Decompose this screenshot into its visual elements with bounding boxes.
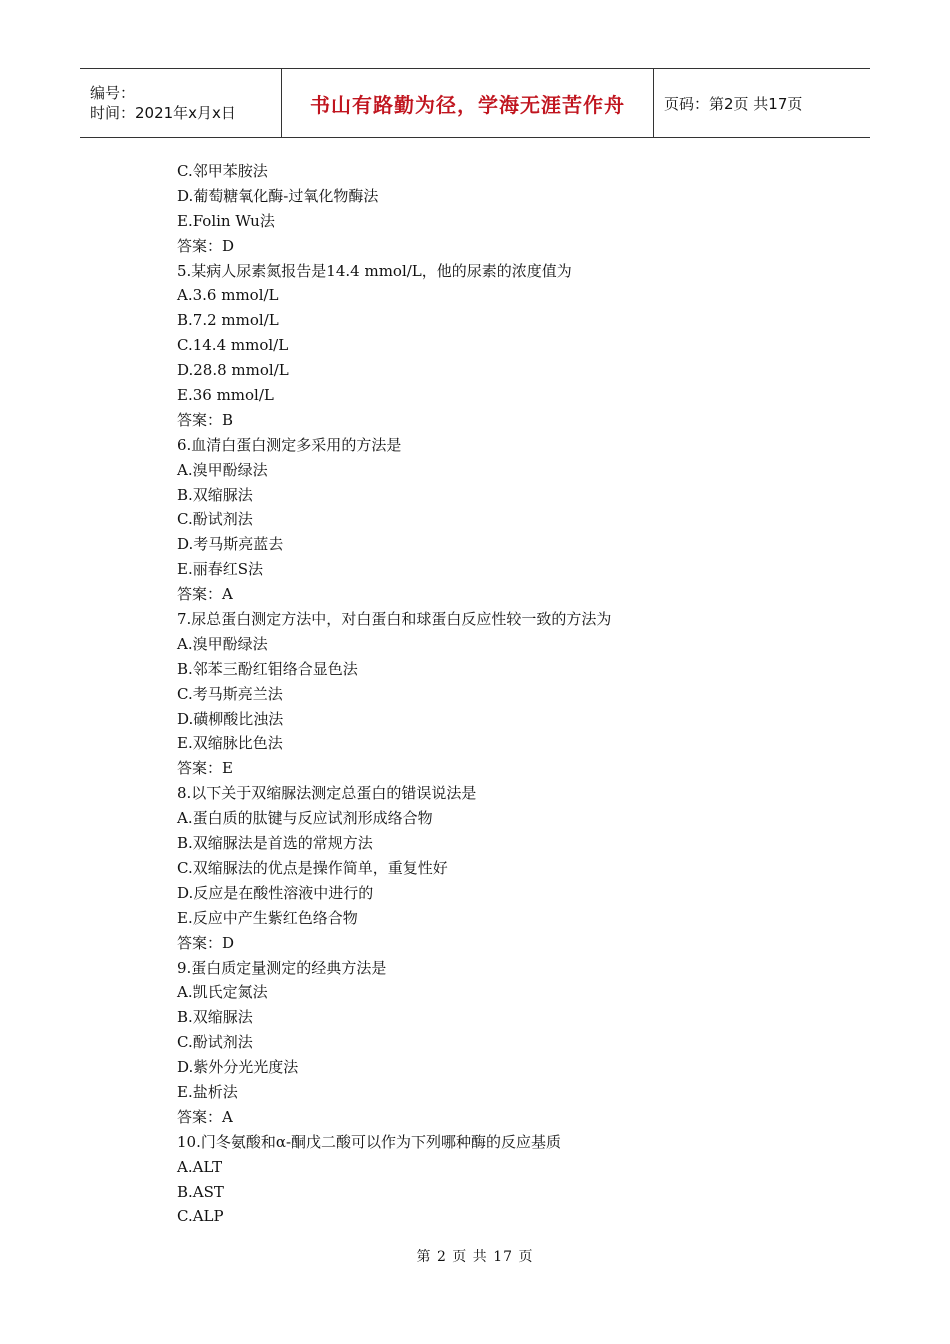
text-line: B.双缩脲法 bbox=[177, 1008, 253, 1027]
page-header bbox=[80, 68, 870, 138]
text-line: D.反应是在酸性溶液中进行的 bbox=[177, 883, 374, 902]
text-line: B.邻苯三酚红钼络合显色法 bbox=[177, 659, 358, 678]
text-line: C.酚试剂法 bbox=[177, 510, 253, 529]
text-line: 10.门冬氨酸和α-酮戊二酸可以作为下列哪种酶的反应基质 bbox=[177, 1132, 562, 1151]
answer-line: 答案：E bbox=[177, 759, 233, 778]
text-line: 7.尿总蛋白测定方法中，对白蛋白和球蛋白反应性较一致的方法为 bbox=[177, 610, 612, 629]
text-line: A.凯氏定氮法 bbox=[177, 983, 268, 1002]
text-line: A.3.6 mmol/L bbox=[177, 286, 279, 305]
text-line: C.邻甲苯胺法 bbox=[177, 162, 268, 180]
header-motto-cell bbox=[282, 69, 654, 137]
text-line: 6.血清白蛋白测定多采用的方法是 bbox=[177, 435, 402, 454]
text-line: D.葡萄糖氧化酶-过氧化物酶法 bbox=[177, 186, 379, 205]
question-content bbox=[177, 159, 777, 1229]
text-line: A.溴甲酚绿法 bbox=[177, 460, 268, 479]
header-motto: 书山有路勤为径，学海无涯苦作舟 bbox=[310, 92, 625, 117]
text-line: B.双缩脲法是首选的常规方法 bbox=[177, 834, 373, 853]
header-page-label: 页码：第2页 共17页 bbox=[664, 94, 803, 113]
answer-line: 答案：D bbox=[177, 933, 235, 952]
text-line: D.磺柳酸比浊法 bbox=[177, 709, 284, 728]
text-line: E.Folin Wu法 bbox=[177, 211, 275, 230]
header-page-cell bbox=[654, 69, 870, 137]
text-line: B.AST bbox=[177, 1182, 224, 1201]
text-line: C.ALP bbox=[177, 1207, 224, 1226]
text-line: E.36 mmol/L bbox=[177, 386, 274, 405]
answer-line: 答案：D bbox=[177, 236, 235, 255]
answer-line: 答案：A bbox=[177, 1107, 233, 1126]
text-line: C.双缩脲法的优点是操作简单，重复性好 bbox=[177, 858, 448, 877]
document-number-label: 编号： bbox=[90, 84, 136, 102]
text-line: A.溴甲酚绿法 bbox=[177, 634, 268, 653]
answer-line: 答案：A bbox=[177, 585, 233, 604]
text-line: A.蛋白质的肽键与反应试剂形成络合物 bbox=[177, 809, 433, 828]
text-line: E.丽春红S法 bbox=[177, 560, 263, 579]
text-line: D.紫外分光光度法 bbox=[177, 1058, 299, 1077]
text-line: C.14.4 mmol/L bbox=[177, 336, 289, 355]
answer-line: 答案：B bbox=[177, 410, 234, 429]
text-line: C.酚试剂法 bbox=[177, 1033, 253, 1052]
text-line: 5.某病人尿素氮报告是14.4 mmol/L，他的尿素的浓度值为 bbox=[177, 261, 572, 280]
document-date-label: 时间：2021年x月x日 bbox=[90, 104, 236, 122]
text-line: A.ALT bbox=[177, 1157, 223, 1176]
text-line: 8.以下关于双缩脲法测定总蛋白的错误说法是 bbox=[177, 784, 477, 803]
text-line: E.双缩脉比色法 bbox=[177, 734, 283, 753]
text-line: D.考马斯亮蓝去 bbox=[177, 535, 284, 554]
text-line: B.7.2 mmol/L bbox=[177, 311, 279, 330]
text-line: C.考马斯亮兰法 bbox=[177, 684, 283, 703]
text-line: D.28.8 mmol/L bbox=[177, 361, 289, 380]
header-meta bbox=[80, 69, 282, 137]
text-line: B.双缩脲法 bbox=[177, 485, 253, 504]
text-line: 9.蛋白质定量测定的经典方法是 bbox=[177, 958, 387, 977]
text-line: E.盐析法 bbox=[177, 1082, 238, 1101]
text-line: E.反应中产生紫红色络合物 bbox=[177, 908, 358, 927]
page-footer: 第 2 页 共 17 页 bbox=[416, 1249, 534, 1265]
